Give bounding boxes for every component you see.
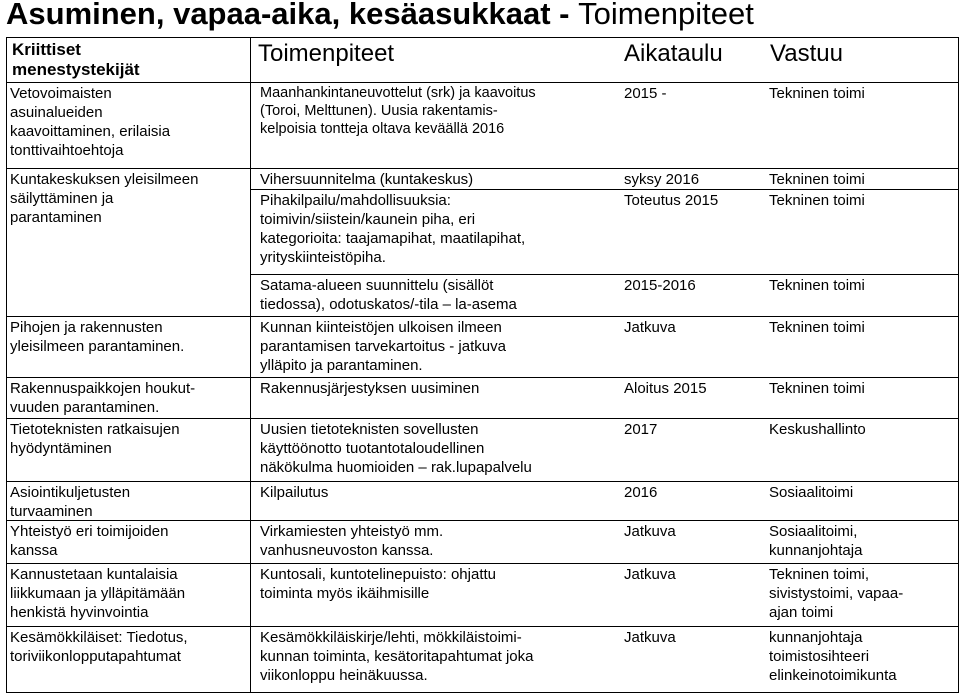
text-line: asuinalueiden (10, 104, 103, 121)
text-line: turvaaminen (10, 503, 93, 520)
responsible-cell (769, 565, 903, 622)
schedule-cell (624, 565, 676, 584)
measure-cell (260, 276, 517, 314)
page-title (6, 0, 754, 32)
text-line: kanssa (10, 542, 58, 559)
text-line: henkistä hyvinvointia (10, 604, 149, 621)
schedule-cell (624, 84, 667, 103)
row-divider-left (6, 377, 250, 378)
text-line: näkökulma huomioiden – rak.lupapalvelu (260, 459, 532, 476)
responsible-cell (769, 170, 865, 189)
text-line: tonttivaihtoehtoja (10, 142, 124, 159)
text-line: ajan toimi (769, 604, 834, 621)
text-line: Sosiaalitoimi, (769, 523, 858, 540)
responsible-cell (769, 318, 865, 337)
text-line: kelpoisia tontteja oltava keväällä 2016 (260, 121, 505, 137)
row-divider-right (250, 626, 958, 627)
text-line: Jatkuva (624, 629, 676, 646)
measure-cell (260, 628, 534, 685)
row-divider-right (250, 274, 958, 275)
text-line: Tekninen toimi (769, 319, 865, 336)
text-line: kunnan toiminta, kesätoritapahtumat joka (260, 648, 534, 665)
text-line: Tekninen toimi, (769, 566, 870, 583)
text-line: menestystekijät (12, 60, 140, 79)
responsible-cell (769, 379, 865, 398)
measure-cell (260, 420, 532, 477)
text-line: käyttöönotto tuotantotaloudellinen (260, 440, 485, 457)
text-line: elinkeinotoimikunta (769, 667, 897, 684)
text-line: Tekninen toimi (769, 277, 865, 294)
responsible-cell (769, 483, 853, 502)
text-line: parantaminen (10, 209, 102, 226)
text-line: Yhteistyö eri toimijoiden (10, 523, 169, 540)
text-line: kunnanjohtaja (769, 542, 863, 559)
row-divider-left (6, 481, 250, 482)
text-line: Jatkuva (624, 523, 676, 540)
text-line: Pihojen ja rakennusten (10, 319, 163, 336)
header-measures: Toimenpiteet (258, 40, 395, 67)
header-schedule: Aikataulu (624, 40, 723, 67)
responsible-cell (769, 628, 897, 685)
factor-cell (10, 483, 130, 521)
text-line: (Toroi, Melttunen). Uusia rakentamis- (260, 103, 498, 119)
text-line: viikonloppu heinäkuussa. (260, 667, 428, 684)
row-divider-right (250, 481, 958, 482)
title-main: Asuminen, vapaa-aika, kesäasukkaat - (6, 0, 579, 31)
border-left (6, 37, 7, 692)
text-line: Virkamiesten yhteistyö mm. (260, 523, 444, 540)
text-line: Tekninen toimi (769, 171, 865, 188)
responsible-cell (769, 522, 862, 560)
text-line: Jatkuva (624, 566, 676, 583)
text-line: Kannustetaan kuntalaisia (10, 566, 178, 583)
responsible-cell (769, 420, 866, 439)
text-line: Tietoteknisten ratkaisujen (10, 421, 180, 438)
text-line: Sosiaalitoimi (769, 484, 854, 501)
text-line: vuuden parantaminen. (10, 399, 160, 416)
text-line: yleisilmeen parantaminen. (10, 338, 185, 355)
text-line: 2016 (624, 484, 658, 501)
text-line: Kesämökkiläiset: Tiedotus, (10, 629, 188, 646)
text-line: Kriittiset (12, 40, 81, 59)
text-line: kaavoittaminen, erilaisia (10, 123, 171, 140)
responsible-cell (769, 276, 865, 295)
factor-cell (10, 522, 168, 560)
schedule-cell (624, 318, 676, 337)
row-divider-left (6, 418, 250, 419)
text-line: liikkumaan ja ylläpitämään (10, 585, 186, 602)
factor-cell (10, 628, 188, 666)
schedule-cell (624, 276, 696, 295)
measure-cell (260, 84, 536, 138)
schedule-cell (624, 191, 718, 210)
text-line: Aloitus 2015 (624, 380, 707, 397)
text-line: Maanhankintaneuvottelut (srk) ja kaavoitus (260, 85, 536, 101)
measure-cell (260, 318, 506, 375)
row-divider-right (250, 189, 958, 190)
schedule-cell (624, 170, 699, 189)
text-line: hyödyntäminen (10, 440, 112, 457)
text-line: Vetovoimaisten (10, 85, 112, 102)
responsible-cell (769, 84, 865, 103)
text-line: Tekninen toimi (769, 380, 865, 397)
text-line: Kuntosali, kuntotelinepuisto: ohjattu (260, 566, 496, 583)
schedule-cell (624, 379, 707, 398)
text-line: Kesämökkiläiskirje/lehti, mökkiläistoimi- (260, 629, 522, 646)
row-divider-left (6, 563, 250, 564)
measure-cell (260, 379, 479, 398)
text-line: parantamisen tarvekartoitus - jatkuva (260, 338, 506, 355)
factor-cell (10, 379, 195, 417)
text-line: Keskushallinto (769, 421, 866, 438)
title-sub: Toimenpiteet (578, 0, 754, 31)
header-responsible: Vastuu (770, 40, 843, 67)
row-divider-left (6, 626, 250, 627)
schedule-cell (624, 420, 657, 439)
text-line: Tekninen toimi (769, 85, 865, 102)
text-line: yrityskiinteistöpiha. (260, 249, 386, 266)
text-line: Asiointikuljetusten (10, 484, 131, 501)
text-line: tiedossa), odotuskatos/-tila – la-asema (260, 296, 517, 313)
text-line: Vihersuunnitelma (kuntakeskus) (260, 171, 474, 188)
text-line: Toteutus 2015 (624, 192, 719, 209)
measure-cell (260, 483, 328, 502)
text-line: Tekninen toimi (769, 192, 865, 209)
measure-cell (260, 522, 443, 560)
measure-cell (260, 170, 473, 189)
factor-cell (10, 565, 185, 622)
row-divider-right (250, 520, 958, 521)
schedule-cell (624, 483, 657, 502)
row-divider-right (250, 316, 958, 317)
text-line: toiminta myös ikäihmisille (260, 585, 430, 602)
row-divider-right (250, 168, 958, 169)
header-factors (12, 40, 140, 80)
text-line: säilyttäminen ja (10, 190, 114, 207)
text-line: toriviikonlopputapahtumat (10, 648, 181, 665)
text-line: Jatkuva (624, 319, 676, 336)
measure-cell (260, 191, 525, 267)
row-divider-left (6, 168, 250, 169)
text-line: Kuntakeskuksen yleisilmeen (10, 171, 199, 188)
header-divider (6, 82, 958, 83)
text-line: Kilpailutus (260, 484, 329, 501)
text-line: ylläpito ja parantaminen. (260, 357, 423, 374)
row-divider-left (6, 316, 250, 317)
measure-cell (260, 565, 496, 603)
table-top-border (6, 37, 958, 38)
responsible-cell (769, 191, 865, 210)
factor-cell (10, 84, 170, 160)
column-divider (250, 37, 251, 692)
row-divider-right (250, 563, 958, 564)
text-line: 2015-2016 (624, 277, 696, 294)
schedule-cell (624, 522, 676, 541)
text-line: Pihakilpailu/mahdollisuuksia: (260, 192, 451, 209)
text-line: Rakennusjärjestyksen uusiminen (260, 380, 480, 397)
factor-cell (10, 170, 198, 227)
text-line: 2015 - (624, 85, 667, 102)
text-line: 2017 (624, 421, 658, 438)
row-divider-right (250, 377, 958, 378)
schedule-cell (624, 628, 676, 647)
text-line: syksy 2016 (624, 171, 700, 188)
factor-cell (10, 318, 184, 356)
text-line: toimistosihteeri (769, 648, 870, 665)
text-line: Kunnan kiinteistöjen ulkoisen ilmeen (260, 319, 502, 336)
border-right (958, 37, 959, 693)
text-line: toimivin/siistein/kaunein piha, eri (260, 211, 476, 228)
text-line: sivistystoimi, vapaa- (769, 585, 904, 602)
text-line: Satama-alueen suunnittelu (sisällöt (260, 277, 494, 294)
row-divider-right (250, 418, 958, 419)
text-line: kategorioita: taajamapihat, maatilapihat, (260, 230, 526, 247)
text-line: Uusien tietoteknisten sovellusten (260, 421, 479, 438)
text-line: vanhusneuvoston kanssa. (260, 542, 434, 559)
factor-cell (10, 420, 180, 458)
text-line: kunnanjohtaja (769, 629, 863, 646)
text-line: Rakennuspaikkojen houkut- (10, 380, 196, 397)
